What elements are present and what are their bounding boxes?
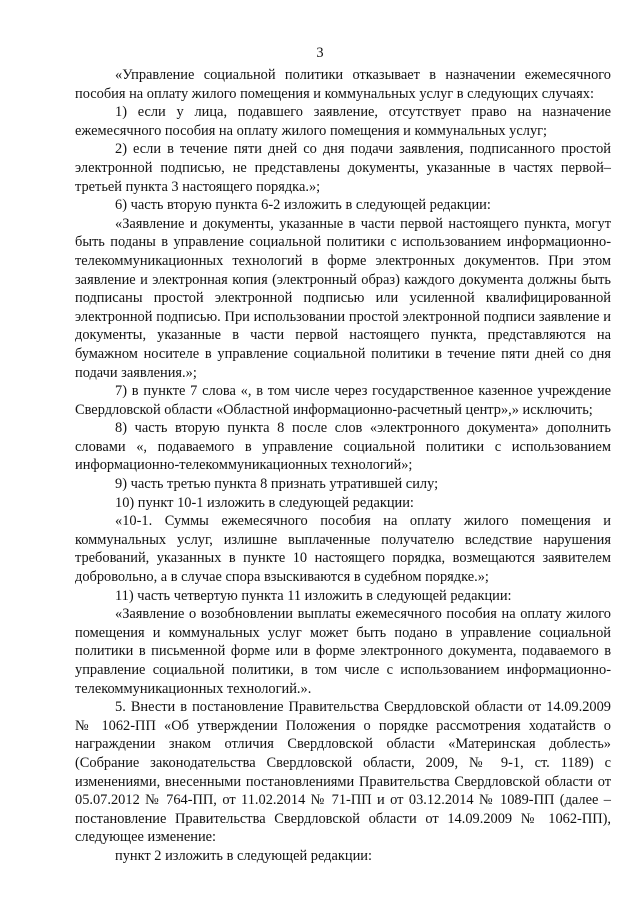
document-body (75, 66, 611, 866)
paragraph: 7) в пункте 7 слова «, в том числе через государственное казенное учреждение Свердловской области «Областной информационно-расчетный центр»,» исключить; (75, 383, 611, 418)
paragraph: пункт 2 изложить в следующей редакции: (115, 847, 372, 864)
paragraph: 1) если у лица, подавшего заявление, отсутствует право на назначение ежемесячного пособия на оплату жилого помещения и коммунальных услуг; (75, 104, 611, 139)
paragraph: «Управление социальной политики отказывает в назначении ежемесячного пособия на оплату жилого помещения и коммунальных услуг в следующих случаях: (75, 67, 611, 102)
paragraph: «10-1. Суммы ежемесячного пособия на оплату жилого помещения и коммунальных услуг, излишне выплаченные получателю вследствие нарушения требований, указанных в пункте 10 настоящего порядка, возмещаются заявителем добровольно, а в случае спора взыскиваются в судебном порядке.»; (75, 513, 611, 586)
paragraph: 6) часть вторую пункта 6-2 изложить в следующей редакции: (115, 197, 491, 214)
paragraph: 10) пункт 10-1 изложить в следующей редакции: (115, 494, 414, 511)
paragraph: 5. Внести в постановление Правительства Свердловской области от 14.09.2009 № 1062-ПП «Об утверждении Положения о порядке рассмотрения ходатайств о награждении знаком отличия Свердловской области «Материнская доблесть» (Собрание законодательства Свердловской области, 2009, № 9-1, ст. 1189) с изменениями, внесенными постановлениями Правительства Свердловской области от 05.07.2012 № 764-ПП, от 11.02.2014 № 71-ПП и от 03.12.2014 № 1089-ПП (далее – постановление Правительства Свердловской области от 14.09.2009 № 1062-ПП), следующее изменение: (75, 699, 611, 846)
paragraph: 8) часть вторую пункта 8 после слов «электронного документа» дополнить словами «, подаваемого в управление социальной политики с использованием информационно-телекоммуникационных технологий»; (75, 420, 611, 474)
paragraph: «Заявление о возобновлении выплаты ежемесячного пособия на оплату жилого помещения и коммунальных услуг может быть подано в управление социальной политики в письменной форме или в форме электронного документа, подаваемого в управление социальной политики, в том числе с использованием информационно-телекоммуникационных технологий.». (75, 606, 611, 697)
paragraph: «Заявление и документы, указанные в части первой настоящего пункта, могут быть поданы в управление социальной политики с использованием информационно-телекоммуникационных технологий в форме электронных документов. При этом заявление и электронная копия (электронный образ) каждого документа должны быть подписаны простой электронной подписью или усиленной квалифицированной электронной подписью. При использовании простой электронной подписи заявление и документы, указанные в части первой настоящего пункта, представляются на бумажном носителе в управление социальной политики в течение пяти дней со дня подачи заявления.»; (75, 215, 611, 381)
paragraph: 11) часть четвертую пункта 11 изложить в следующей редакции: (115, 587, 512, 604)
paragraph: 2) если в течение пяти дней со дня подачи заявления, подписанного простой электронной подписью, не представлены документы, указанные в частях первой–третьей пункта 3 настоящего порядка.»; (75, 141, 611, 195)
paragraph: 9) часть третью пункта 8 признать утратившей силу; (115, 476, 439, 493)
page-number: 3 (316, 45, 324, 61)
